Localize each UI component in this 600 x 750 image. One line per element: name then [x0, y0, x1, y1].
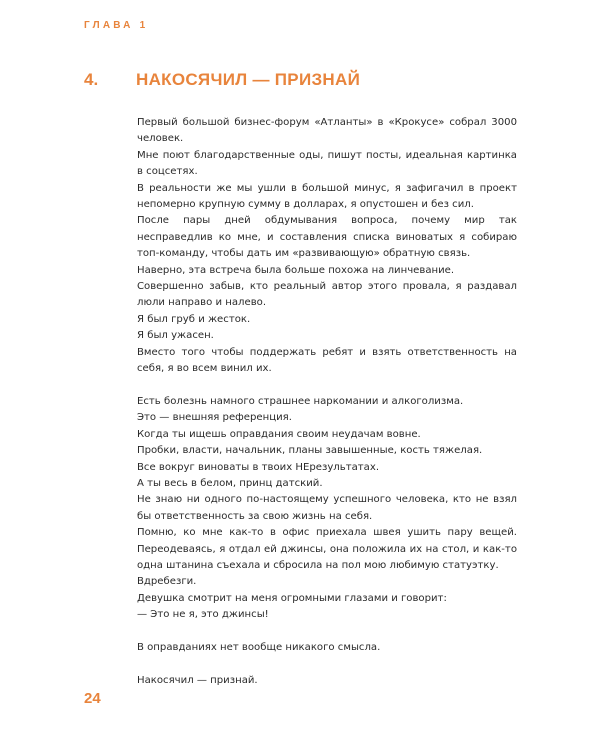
paragraph: Не знаю ни одного по-настоящему успешного человека, кто не взял бы ответственность за свою жизнь на себя.: [137, 494, 517, 522]
paragraph: Пробки, власти, начальник, планы завышенные, кость тяжелая.: [137, 445, 483, 457]
paragraph: Помню, ко мне как-то в офис приехала швея ушить пару вещей. Переодеваясь, я отдал ей джинсы, она положила их на стол, и как-то одна штанина съехала и сбросила на пол мою любимую статуэтку.: [137, 527, 517, 571]
paragraph-gap: [137, 656, 517, 672]
page-number: 24: [84, 690, 101, 707]
body-text: [137, 115, 517, 689]
paragraph: После пары дней обдумывания вопроса, почему мир так несправедлив ко мне, и составления списка виноватых я собираю топ-команду, чтобы дать им «развивающую» обратную связь.: [137, 215, 517, 260]
paragraph-gap: [137, 624, 517, 640]
paragraph-gap: [137, 378, 517, 394]
paragraph: Первый большой бизнес-форум «Атланты» в «Крокусе» собрал 3000 человек.: [137, 117, 517, 145]
paragraph: Это — внешняя референция.: [137, 412, 292, 424]
paragraph: Наверно, эта встреча была больше похожа на линчевание.: [137, 264, 455, 276]
chapter-title: НАКОСЯЧИЛ — ПРИЗНАЙ: [136, 70, 361, 89]
paragraph: Мне поют благодарственные оды, пишут посты, идеальная картинка в соцсетях.: [137, 149, 517, 178]
chapter-number: 4.: [84, 70, 99, 89]
paragraph: В оправданиях нет вообще никакого смысла.: [137, 641, 381, 653]
paragraph: Совершенно забыв, кто реальный автор этого провала, я раздавал люли направо и налево.: [137, 281, 517, 309]
paragraph: В реальности же мы ушли в большой минус, я зафигачил в проект непомерно крупную сумму в долларах, я опустошен и без сил.: [137, 182, 517, 211]
paragraph: Я был ужасен.: [137, 330, 214, 342]
paragraph: А ты весь в белом, принц датский.: [137, 477, 323, 489]
dialogue-line: — Это не я, это джинсы!: [137, 609, 269, 621]
paragraph: Вдребезги.: [137, 576, 197, 588]
paragraph: Когда ты ищешь оправдания своим неудачам вовне.: [137, 428, 421, 440]
paragraph: Девушка смотрит на меня огромными глазами и говорит:: [137, 592, 447, 604]
paragraph: Есть болезнь намного страшнее наркомании и алкоголизма.: [137, 395, 464, 407]
chapter-heading: [84, 70, 360, 90]
paragraph: Вместо того чтобы поддержать ребят и взять ответственность на себя, я во всем винил их.: [137, 346, 517, 375]
paragraph: Я был груб и жесток.: [137, 313, 251, 325]
paragraph: Все вокруг виноваты в твоих НЕрезультатах.: [137, 461, 380, 473]
closing-line: Накосячил — признай.: [137, 674, 258, 686]
running-head: ГЛАВА 1: [84, 20, 149, 31]
